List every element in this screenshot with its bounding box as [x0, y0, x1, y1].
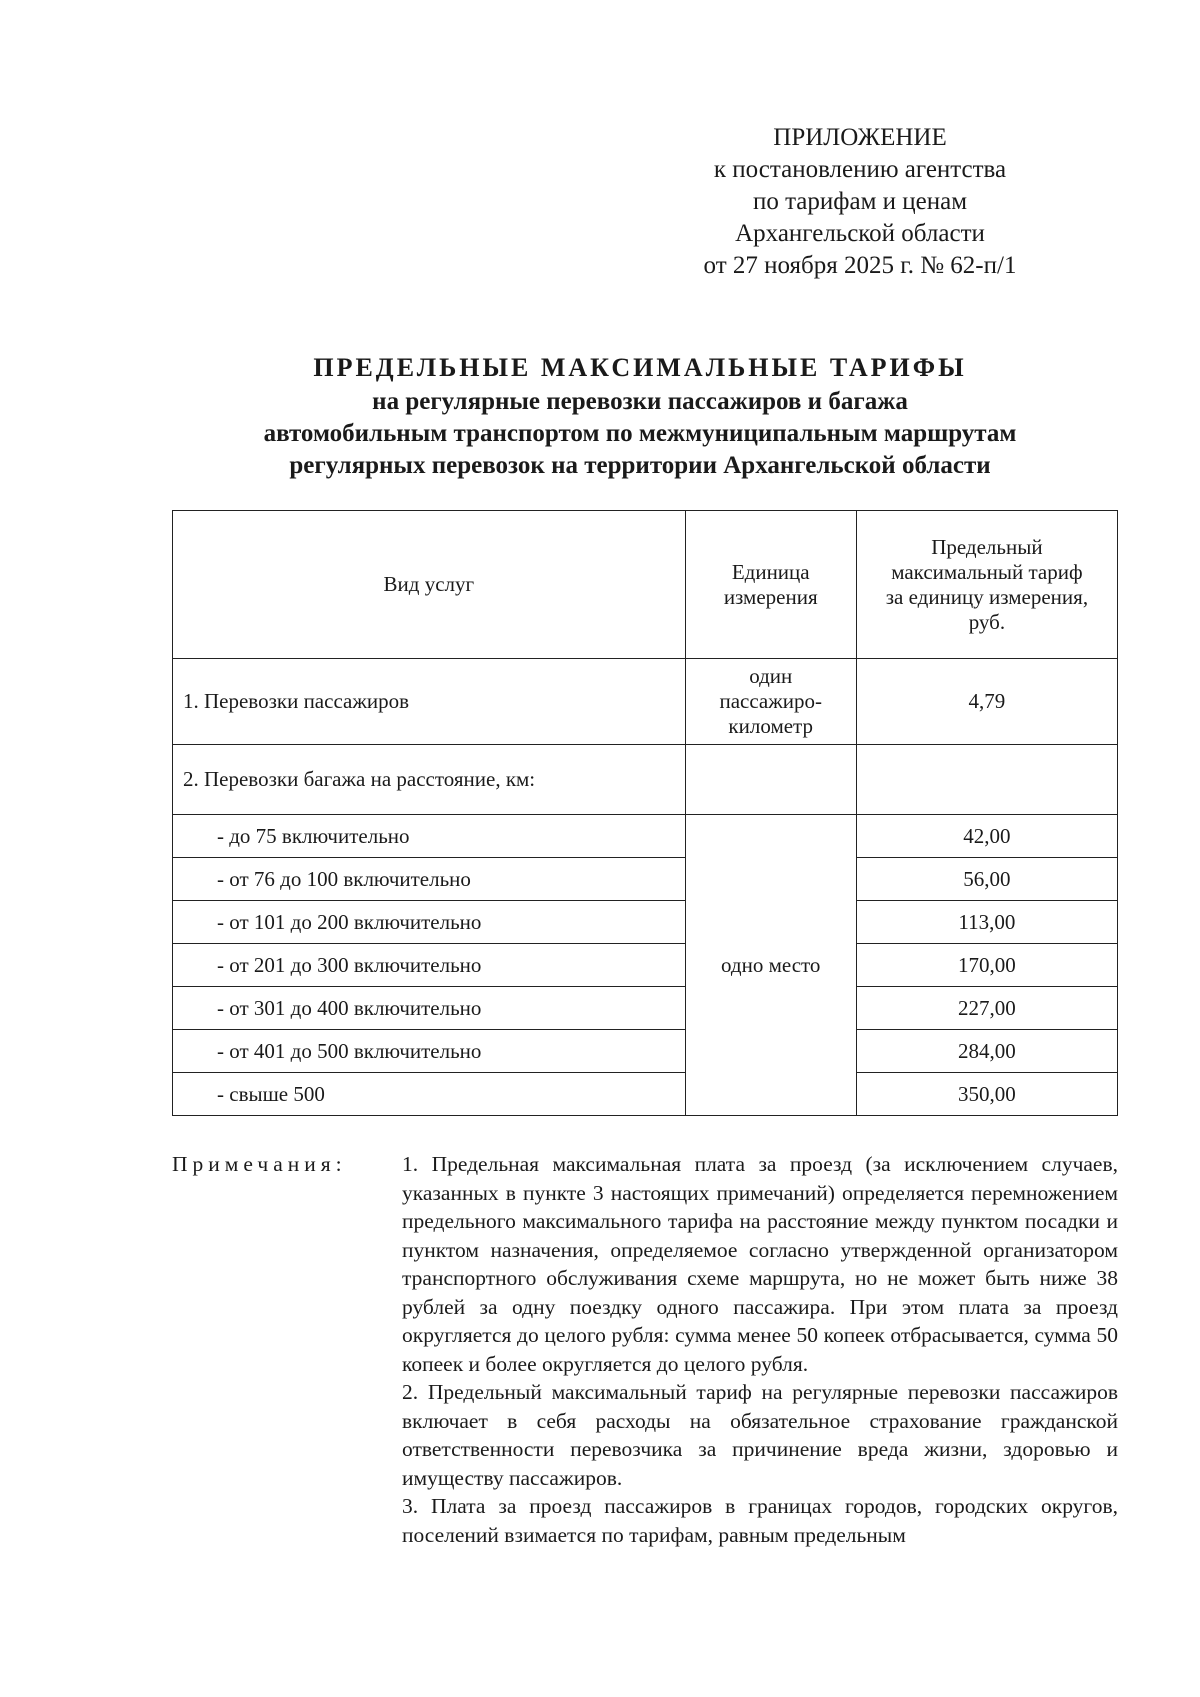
header-tariff-line: Предельный [931, 534, 1043, 559]
header-service: Вид услуг [173, 511, 686, 659]
range-cell: - от 301 до 400 включительно [173, 987, 686, 1030]
tariff-cell: 227,00 [856, 987, 1117, 1030]
title-subline: регулярных перевозок на территории Архангельской области [289, 452, 991, 479]
header-tariff-line: максимальный тариф [891, 559, 1083, 584]
appendix-date: от 27 ноября 2025 г. № 62-п/1 [703, 252, 1017, 279]
tariff-cell: 113,00 [856, 901, 1117, 944]
range-cell: - от 201 до 300 включительно [173, 944, 686, 987]
tariff-cell: 42,00 [856, 815, 1117, 858]
note-item: 2. Предельный максимальный тариф на регулярные перевозки пассажиров включает в себя расходы на обязательное страхование гражданской ответственности перевозчика за причинение вреда жизни, здоровью и имуществу пассажиров. [402, 1380, 1118, 1490]
service-cell: 1. Перевозки пассажиров [173, 659, 686, 745]
notes-body [402, 1150, 1118, 1549]
appendix-title: ПРИЛОЖЕНИЕ [773, 124, 947, 151]
unit-cell [685, 659, 856, 745]
unit-line: пассажиро- [719, 689, 822, 713]
tariff-cell: 350,00 [856, 1073, 1117, 1116]
appendix-line: Архангельской области [735, 220, 985, 247]
header-tariff [856, 511, 1117, 659]
table-row [173, 659, 1118, 745]
tariff-cell: 284,00 [856, 1030, 1117, 1073]
unit-line: один [749, 664, 793, 688]
tariff-cell: 170,00 [856, 944, 1117, 987]
tariff-cell: 56,00 [856, 858, 1117, 901]
table-row [173, 987, 1118, 1030]
header-tariff-line: за единицу измерения, [885, 584, 1089, 609]
unit-line: километр [728, 714, 813, 738]
title-subline: на регулярные перевозки пассажиров и багажа [372, 388, 908, 415]
header-tariff-line: руб. [968, 609, 1006, 634]
appendix-line: по тарифам и ценам [752, 188, 968, 215]
unit-cell: одно место [685, 815, 856, 1116]
table-row [173, 1073, 1118, 1116]
table-row [173, 815, 1118, 858]
tariff-cell: 4,79 [856, 659, 1117, 745]
tariff-table [172, 510, 1118, 1116]
title-main: ПРЕДЕЛЬНЫЕ МАКСИМАЛЬНЫЕ ТАРИФЫ [313, 353, 967, 382]
appendix-header [640, 122, 1080, 282]
service-cell: 2. Перевозки багажа на расстояние, км: [173, 745, 686, 815]
title-subline: автомобильным транспортом по межмуниципальным маршрутам [263, 420, 1017, 447]
table-row [173, 745, 1118, 815]
range-cell: - от 76 до 100 включительно [173, 858, 686, 901]
appendix-line: к постановлению агентства [713, 156, 1007, 183]
notes-label: Примечания: [172, 1152, 347, 1176]
header-unit-line: Единица [731, 559, 810, 584]
table-header-row [173, 511, 1118, 659]
header-unit [685, 511, 856, 659]
tariff-cell [856, 745, 1117, 815]
range-cell: - от 101 до 200 включительно [173, 901, 686, 944]
table-row [173, 858, 1118, 901]
unit-cell [685, 745, 856, 815]
range-cell: - до 75 включительно [173, 815, 686, 858]
range-cell: - от 401 до 500 включительно [173, 1030, 686, 1073]
note-item: 3. Плата за проезд пассажиров в границах городов, городских округов, поселений взимается по тарифам, равным предельным [402, 1494, 1118, 1547]
range-cell: - свыше 500 [173, 1073, 686, 1116]
table-row [173, 1030, 1118, 1073]
note-item: 1. Предельная максимальная плата за проезд (за исключением случаев, указанных в пункте 3 настоящих примечаний) определяется перемножением предельного максимального тарифа на расстояние между пунктом посадки и пунктом назначения, определяемое согласно утвержденной организатором транспортного обслуживания схеме маршрута, но не может быть ниже 38 рублей за одну поездку одного пассажира. При этом плата за проезд округляется до целого рубля: сумма менее 50 копеек отбрасывается, сумма 50 копеек и более округляется до целого рубля. [402, 1152, 1118, 1376]
table-row [173, 944, 1118, 987]
table-row [173, 901, 1118, 944]
document-title [170, 352, 1110, 482]
header-unit-line: измерения [723, 584, 818, 609]
